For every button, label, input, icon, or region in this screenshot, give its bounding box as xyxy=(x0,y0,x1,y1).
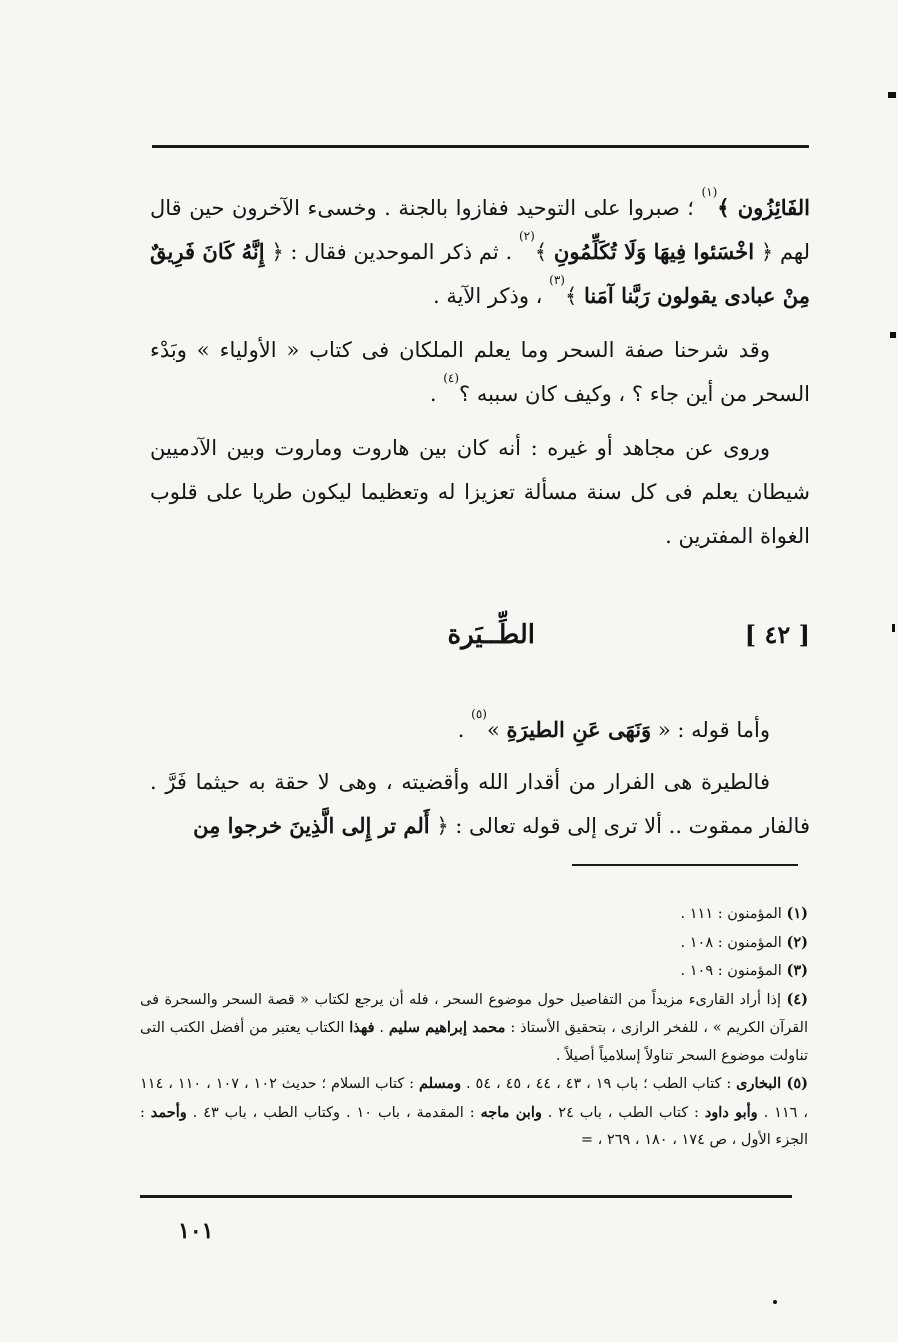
footnote-text: إذا أراد القارىء مزيداً من التفاصيل حول موضوع السحر ، فله أن يرجع لكتاب « قصة السحر والسحرة فى القرآن الكريم » ، للفخر الرازى ، بتحقيق الأستاذ : xyxy=(140,991,808,1036)
paragraph xyxy=(150,426,810,558)
text-run: ، وذكر الآية . xyxy=(432,284,550,308)
footnote xyxy=(140,900,808,929)
hadith-quote: وَنَهَى عَنِ الطيرَةِ xyxy=(506,717,652,742)
text-run: ﴾ xyxy=(534,240,554,264)
footnote-text: الكتاب يعتبر من أفضل الكتب التى تناولت موضوع السحر تناولاً إسلامياً أصيلاً . xyxy=(140,1020,808,1064)
footnote xyxy=(140,929,808,958)
footnote xyxy=(140,1070,808,1155)
text-run: . xyxy=(457,718,472,742)
text-run: ؛ صبروا على التوحيد ففازوا بالجنة . وخسىء الآخرون حين قال لهم ﴿ xyxy=(150,196,811,264)
quran-quote: أَلم تر إِلى الَّذِينَ خرجوا مِن xyxy=(193,813,430,838)
paragraph xyxy=(150,760,810,848)
footnote-source: وأحمد xyxy=(150,1103,187,1121)
text-run: وأما قوله : « xyxy=(651,718,770,742)
footnote-text: المؤمنون : ١٠٨ . xyxy=(680,934,787,951)
footnote-author: محمد إبراهيم سليم xyxy=(388,1019,506,1036)
text-run: » xyxy=(486,718,507,742)
body-text-lower xyxy=(150,708,810,856)
footer-rule xyxy=(140,1195,792,1198)
footnote-number: (٣) xyxy=(786,962,808,979)
footnote-source: ومسلم xyxy=(418,1075,462,1092)
footnote-number: (٤) xyxy=(786,990,808,1008)
page-number: ١٠١ xyxy=(178,1218,214,1244)
footnote xyxy=(140,986,808,1071)
scan-mark xyxy=(888,92,896,98)
text-run: . ثم ذكر الموحدين فقال : ﴿ xyxy=(264,240,519,264)
footnote-marker: (١) xyxy=(701,185,718,199)
footnote-emphasis: فهذا xyxy=(349,1019,375,1036)
scan-mark xyxy=(773,1300,777,1304)
footnote-source: وأبو داود xyxy=(704,1103,758,1121)
quran-quote: اخْسَئوا فِيهَا وَلَا تُكَلِّمُونِ xyxy=(553,239,755,264)
scan-mark xyxy=(890,332,896,338)
text-run: وروى عن مجاهد أو غيره : أنه كان بين هاروت وماروت وبين الآدميين شيطان يعلم فى كل سنة مسألة تعزيزا له وتعظيما ليكون طريا على قلوب الغواة المفترين . xyxy=(150,436,810,548)
section-title: الطِّــيَرة xyxy=(447,620,535,650)
scan-mark xyxy=(892,624,895,632)
text-run: وقد شرحنا صفة السحر وما يعلم الملكان فى كتاب « الأولياء » وبَدْء السحر من أين جاء ؟ ، وكيف كان سببه ؟ xyxy=(150,338,810,406)
section-number: [ ٤٢ ] xyxy=(744,620,810,649)
footnote-text: المؤمنون : ١٠٩ . xyxy=(680,963,787,979)
footnote-text: : الجزء الأول ، ص ١٧٤ ، ١٨٠ ، ٢٦٩ ، = xyxy=(140,1104,808,1148)
text-run: ﴾ xyxy=(564,284,584,308)
footnote-number: (١) xyxy=(786,905,808,922)
quran-quote: الفَائِزُون ﴾ xyxy=(717,195,810,220)
footnote-number: (٢) xyxy=(786,933,808,951)
footnote-text: : المقدمة ، باب ١٠ . وكتاب الطب ، باب ٤٣ . xyxy=(186,1104,481,1121)
footnote-number: (٥) xyxy=(786,1075,809,1092)
paragraph xyxy=(150,708,810,752)
footnote-source: البخارى xyxy=(736,1075,787,1092)
footnote-marker: (٣) xyxy=(549,273,565,287)
footnote-text: . xyxy=(374,1020,389,1036)
footnote xyxy=(140,957,808,986)
text-run: . xyxy=(429,382,444,406)
footnote-text: : كتاب السلام ؛ حديث ١٠٢ ، ١٠٧ ، ١١٠ ، ١١٤ ، ١١٦ . xyxy=(140,1076,809,1121)
footnote-text: : كتاب الطب ؛ باب ١٩ ، ٤٣ ، ٤٤ ، ٤٥ ، ٥٤ . xyxy=(461,1076,737,1092)
body-text-upper xyxy=(150,186,810,568)
paragraph xyxy=(150,186,810,318)
footnote-text: المؤمنون : ١١١ . xyxy=(680,906,787,922)
footnote-text: : كتاب الطب ، باب ٢٤ . xyxy=(541,1104,705,1121)
section-header xyxy=(150,620,810,660)
footnote-source: وابن ماجه xyxy=(480,1103,542,1121)
text-run: فالطيرة هى الفرار من أقدار الله وأقضيته ، وهى لا حقة به حيثما فَرَّ . فالفار ممقوت .. ألا ترى إلى قوله تعالى : ﴿ xyxy=(150,770,810,838)
footnote-rule xyxy=(572,864,798,866)
footnote-marker: (٤) xyxy=(443,371,460,385)
quran-quote: إِنَّهُ كَانَ فَرِيقٌ مِنْ عبادى يقولون رَبَّنا آمَنا xyxy=(150,239,810,308)
header-rule xyxy=(152,145,809,148)
paragraph xyxy=(150,328,810,416)
footnotes xyxy=(140,900,808,1155)
footnote-marker: (٥) xyxy=(471,707,487,721)
footnote-marker: (٢) xyxy=(518,229,535,243)
